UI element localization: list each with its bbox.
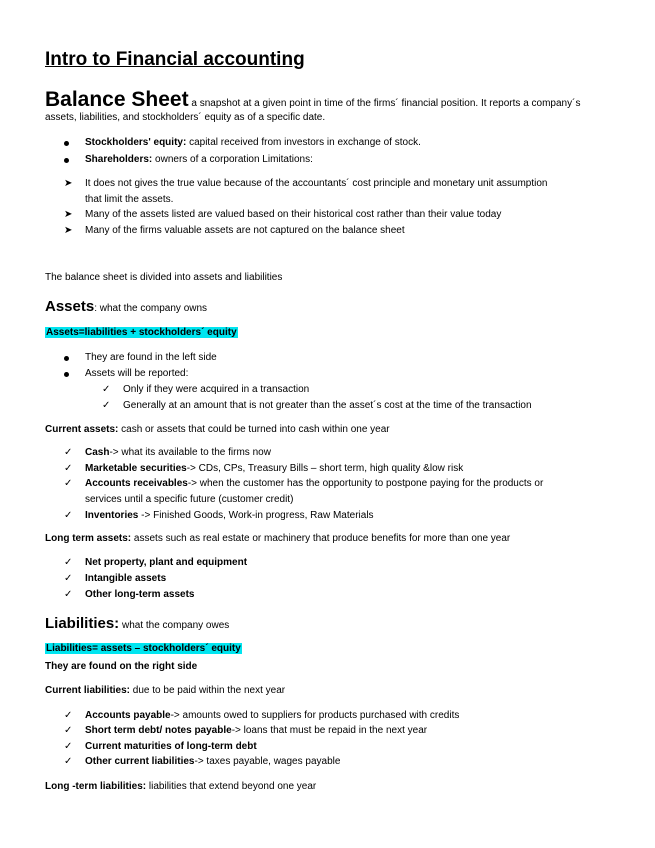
check-icon: ✓ [64, 756, 73, 767]
check-icon: ✓ [64, 725, 73, 736]
check-icon: ✓ [64, 710, 73, 721]
bullet-icon [64, 158, 69, 163]
divided-text: The balance sheet is divided into assets and liabilities [45, 272, 283, 283]
bullet-icon [64, 372, 69, 377]
document-page: Intro to Financial accounting Balance Sheet a snapshot at a given point in time of the firms´ financial position. It reports a company´s assets, liabilities, and stockholders´ equity as of a specific date. Stockholders' equity: capital received from investors in exchange of stock. Shareholders: owners of a corporation Limitations: ➤ It does not gives the true value because of the accountants´ cost principle and monetary unit assumption that limit the assets. ➤ Many of the assets listed are valued based on their historical cost rather than their value today ➤ Many of the firms valuable assets are not captured on the balance sheet The balance sheet is divided into assets and liabilities Assets: what the company owns Assets=liabilities + stockholders´ equity They are found in the left side Assets will be reported: ✓ Only if they were acquired in a transaction ✓ Generally at an amount that is not greater than the asset´s cost at the time of the transaction Current assets: cash or assets that could be turned into cash within one year ✓ Cash-> what its available to the firms now ✓ Marketable securities-> CDs, CPs, Treasury Bills – short term, high quality &low risk ✓ Accounts receivables-> when the customer has the opportunity to postpone paying for the products or services until a specific future (customer credit) ✓ Inventories -> Finished Goods, Work-in progress, Raw Materials Long term assets: assets such as real estate or machinery that produce benefits for more than one year ✓ Net property, plant and equipment ✓ Intangible assets ✓ Other long-term assets Liabilities: what the company owes Liabilities= assets – stockholders´ equity They are found on the right side Current liabilities: due to be paid within the next year ✓ Accounts payable-> amounts owed to suppliers for products purchased with credits ✓ Short term debt/ notes payable-> loans that must be repaid in the next year ✓ Current maturities of long-term debt ✓ Other current liabilities-> taxes payable, wages payable Long -term liabilities: liabilities that extend beyond one year [45, 49, 581, 792]
check-icon: ✓ [64, 478, 73, 489]
assets-heading-line: Assets: what the company owns [45, 298, 208, 315]
balance-sheet-desc-cont: assets, liabilities, and stockholders´ equity as of a specific date. [45, 112, 326, 123]
liabilities-heading: Liabilities: [45, 615, 120, 632]
arrow-bullet-icon: ➤ [64, 178, 73, 189]
arrow-bullet-icon: ➤ [64, 225, 73, 236]
check-icon: ✓ [64, 741, 73, 752]
check-icon: ✓ [64, 510, 73, 521]
liabilities-heading-line: Liabilities: what the company owes [45, 615, 230, 632]
long-term-liabilities-line: Long -term liabilities: liabilities that extend beyond one year [45, 781, 317, 792]
bullet-icon [64, 356, 69, 361]
check-icon: ✓ [64, 463, 73, 474]
liabilities-side: They are found on the right side [45, 661, 198, 672]
balance-sheet-desc: a snapshot at a given point in time of the firms´ financial position. It reports a company´s [191, 98, 581, 109]
check-icon: ✓ [64, 557, 73, 568]
balance-sheet-heading: Balance Sheet [45, 88, 189, 111]
assets-formula: Assets=liabilities + stockholders´ equity [46, 327, 237, 338]
liabilities-formula: Liabilities= assets – stockholders´ equity [46, 643, 241, 654]
check-icon: ✓ [64, 573, 73, 584]
current-liabilities-line: Current liabilities: due to be paid within the next year [45, 685, 286, 696]
check-icon: ✓ [102, 400, 111, 411]
page-title: Intro to Financial accounting [45, 49, 305, 70]
bullet-icon [64, 141, 69, 146]
assets-heading: Assets [45, 298, 95, 315]
check-icon: ✓ [102, 384, 111, 395]
current-assets-line: Current assets: cash or assets that could be turned into cash within one year [45, 424, 390, 435]
arrow-bullet-icon: ➤ [64, 209, 73, 220]
check-icon: ✓ [64, 447, 73, 458]
long-term-assets-line: Long term assets: assets such as real estate or machinery that produce benefits for more than one year [45, 533, 511, 544]
check-icon: ✓ [64, 589, 73, 600]
